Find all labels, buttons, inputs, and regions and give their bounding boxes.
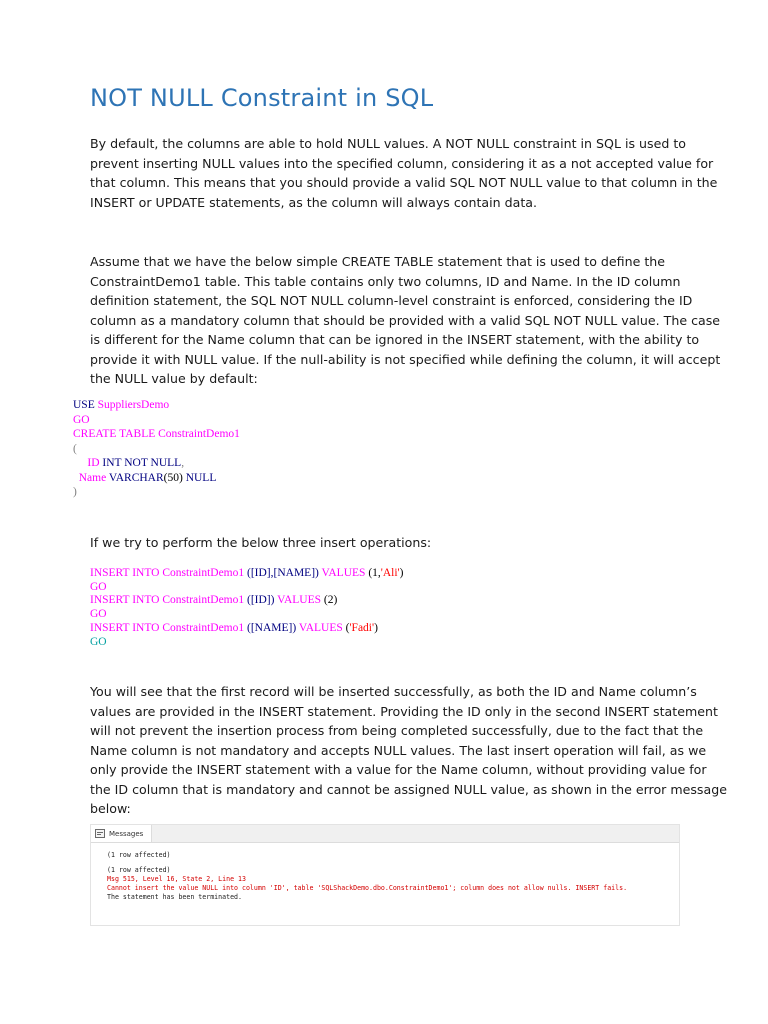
text-line: values are provided in the INSERT statement. Providing the ID only in the second INSERT statement: [90, 703, 718, 719]
code-keyword: VALUES: [298, 621, 343, 634]
message-line: The statement has been terminated.: [107, 893, 242, 901]
text-line: INSERT or UPDATE statements, as the column will always contain data.: [90, 194, 537, 210]
text-line: Assume that we have the below simple CREATE TABLE statement that is used to define the: [90, 254, 665, 269]
messages-tab-bar: [91, 825, 679, 843]
messages-tab-label: Messages: [109, 829, 144, 838]
text-line: only provide the INSERT statement with a value for the Name column, without providing value for: [90, 762, 707, 777]
text-line: the NULL value by default:: [90, 371, 258, 386]
text-line: below:: [90, 801, 131, 816]
code-punct: ): [73, 486, 77, 498]
code-line: [73, 398, 240, 413]
code-columns: ([ID],[NAME]): [247, 567, 319, 579]
code-identifier: ConstraintDemo1: [162, 567, 245, 579]
text-line: By default, the columns are able to hold NULL values. A NOT NULL constraint in SQL is used to: [90, 136, 686, 151]
code-keyword: INT NOT NULL: [102, 457, 182, 469]
code-string: 'Ali': [380, 567, 400, 579]
result-paragraph: [90, 682, 727, 819]
text-line: column as a mandatory column that should be provided with a valid SQL NOT NULL value. The case: [90, 312, 721, 328]
text-line: prevent inserting NULL values into the specified column, considering it as a not accepted value for: [90, 155, 714, 171]
code-literal: (1,: [368, 567, 381, 579]
text-line: ConstraintDemo1 table. This table contains only two columns, ID and Name. In the ID column: [90, 273, 681, 289]
code-literal: (2): [323, 594, 338, 607]
text-line: definition statement, the SQL NOT NULL column-level constraint is enforced, considering the ID: [90, 293, 693, 308]
code-line: [73, 413, 240, 428]
code-columns: ([ID]): [247, 594, 275, 607]
code-keyword: GO: [90, 635, 107, 648]
messages-tab[interactable]: [91, 825, 152, 842]
messages-panel: [90, 824, 680, 926]
create-table-code: [73, 398, 240, 500]
code-identifier: Name: [78, 471, 107, 484]
message-line: (1 row affected): [107, 866, 171, 874]
code-line: [90, 636, 403, 650]
text-line: You will see that the first record will be inserted successfully, as both the ID and Name column’s: [90, 684, 697, 699]
code-line: [90, 622, 403, 636]
code-identifier: ID: [87, 457, 100, 469]
error-line: Msg 515, Level 16, State 2, Line 13: [107, 875, 246, 883]
code-keyword: VALUES: [321, 567, 366, 579]
code-keyword: CREATE TABLE: [73, 428, 156, 440]
intro-paragraph: [90, 134, 718, 212]
text-line: is different for the Name column that can be ignored in the INSERT statement, with the ability to: [90, 332, 700, 347]
code-literal: (50): [163, 471, 183, 484]
code-keyword: GO: [90, 608, 107, 621]
code-line: [90, 581, 403, 595]
text-line: provide it with NULL value. If the null-ability is not specified while defining the column, it will accept: [90, 351, 721, 367]
code-punct: (: [73, 442, 77, 455]
text-line: will not prevent the insertion process from being completed successfully, due to the fact that the: [90, 723, 704, 738]
try-paragraph: [90, 533, 680, 553]
code-identifier: ConstraintDemo1: [158, 428, 240, 440]
code-line: [73, 471, 240, 486]
page-title: NOT NULL Constraint in SQL: [90, 84, 434, 112]
insert-code: [90, 567, 403, 649]
code-line: [73, 456, 240, 471]
code-keyword: GO: [90, 580, 107, 593]
code-keyword: NULL: [185, 471, 217, 484]
code-line: [90, 594, 403, 608]
code-keyword: VALUES: [277, 594, 322, 607]
code-keyword: INSERT INTO: [90, 567, 160, 579]
code-identifier: ConstraintDemo1: [162, 594, 245, 607]
code-keyword: GO: [73, 413, 90, 426]
code-line: [90, 608, 403, 622]
assume-paragraph: [90, 252, 721, 389]
code-punct: ): [399, 567, 404, 579]
text-line: If we try to perform the below three insert operations:: [90, 535, 432, 550]
messages-output: [91, 843, 679, 902]
code-identifier: ConstraintDemo1: [162, 621, 245, 634]
code-line: [73, 485, 240, 500]
text-line: that column. This means that you should provide a valid SQL NOT NULL value to that column in the: [90, 175, 718, 190]
text-line: the ID column that is mandatory and cannot be assigned NULL value, as shown in the error message: [90, 781, 727, 797]
code-keyword: INSERT INTO: [90, 594, 160, 607]
code-line: [73, 427, 240, 442]
code-columns: ([NAME]): [247, 621, 297, 634]
code-keyword: INSERT INTO: [90, 621, 160, 634]
code-punct: ): [374, 621, 378, 634]
code-keyword: VARCHAR: [108, 471, 164, 484]
code-string: 'Fadi': [349, 621, 375, 634]
code-punct: (: [345, 621, 350, 634]
code-line: [73, 442, 240, 457]
error-line: Cannot insert the value NULL into column 'ID', table 'SQLShackDemo.dbo.ConstraintDemo1'; column does not allow nulls. INSERT fails.: [107, 884, 628, 892]
messages-icon: [95, 829, 105, 838]
code-punct: ,: [181, 457, 185, 469]
text-line: Name column is not mandatory and accepts NULL values. The last insert operation will fail, as we: [90, 742, 707, 758]
message-line: (1 row affected): [107, 851, 171, 859]
code-identifier: SuppliersDemo: [97, 399, 170, 411]
code-line: [90, 567, 403, 581]
code-keyword: USE: [73, 399, 95, 411]
